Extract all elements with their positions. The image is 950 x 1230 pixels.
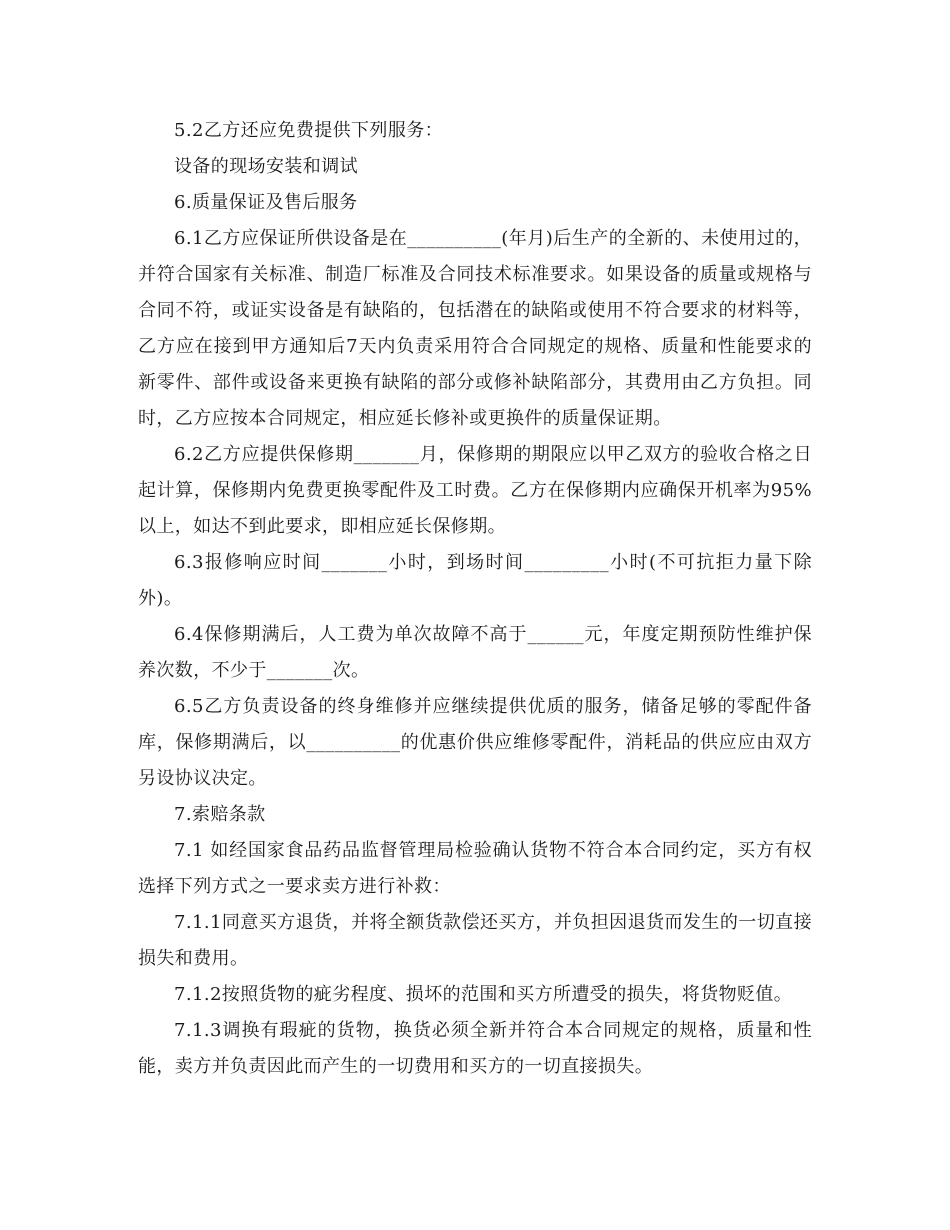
paragraph-7-1-3: 7.1.3调换有瑕疵的货物，换货必须全新并符合本合同规定的规格，质量和性能，卖方并负责因此而产生的一切费用和买方的一切直接损失。 [138, 1020, 812, 1077]
section-heading-7: 7.索赔条款 [174, 804, 266, 825]
paragraph-7-1: 7.1 如经国家食品药品监督管理局检验确认货物不符合本合同约定，买方有权选择下列方式之一要求卖方进行补救： [138, 840, 812, 897]
paragraph-6-1: 6.1乙方应保证所供设备是在__________(年月)后生产的全新的、未使用过的，并符合国家有关标准、制造厂标准及合同技术标准要求。如果设备的质量或规格与合同不符，或证实设备是有缺陷的，包括潜在的缺陷或使用不符合要求的材料等，乙方应在接到甲方通知后7天内负责采用符合合同规定的规格、质量和性能要求的新零件、部件或设备来更换有缺陷的部分或修补缺陷部分，其费用由乙方负担。同时，乙方应按本合同规定，相应延长修补或更换件的质量保证期。 [138, 228, 812, 429]
document-body [138, 113, 812, 1085]
paragraph-service-item: 设备的现场安装和调试 [174, 156, 358, 177]
paragraph-5-2: 5.2乙方还应免费提供下列服务： [174, 120, 444, 141]
paragraph-6-5: 6.5乙方负责设备的终身维修并应继续提供优质的服务，储备足够的零配件备库，保修期满后，以__________的优惠价供应维修零配件，消耗品的供应应由双方另设协议决定。 [138, 696, 812, 789]
paragraph-6-3: 6.3报修响应时间_______小时，到场时间_________小时(不可抗拒力量下除外)。 [138, 552, 812, 609]
paragraph-7-1-2: 7.1.2按照货物的疵劣程度、损坏的范围和买方所遭受的损失，将货物贬值。 [174, 984, 793, 1005]
paragraph-6-2: 6.2乙方应提供保修期_______月，保修期的期限应以甲乙双方的验收合格之日起计算，保修期内免费更换零配件及工时费。乙方在保修期内应确保开机率为95%以上，如达不到此要求，即相应延长保修期。 [138, 444, 812, 537]
paragraph-6-4: 6.4保修期满后，人工费为单次故障不高于______元，年度定期预防性维护保养次数，不少于_______次。 [138, 624, 812, 681]
section-heading-6: 6.质量保证及售后服务 [174, 192, 358, 213]
paragraph-7-1-1: 7.1.1同意买方退货，并将全额货款偿还买方，并负担因退货而发生的一切直接损失和费用。 [138, 912, 812, 969]
